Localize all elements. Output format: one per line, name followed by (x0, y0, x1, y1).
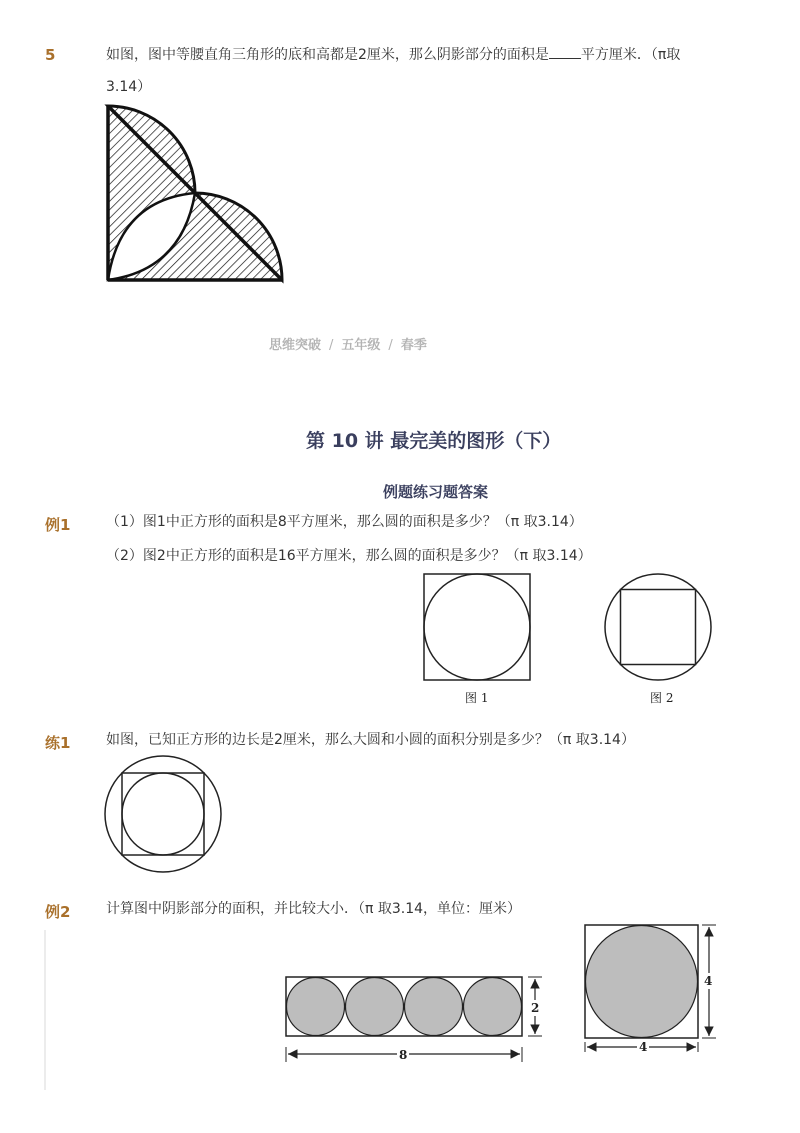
shaded-circle (405, 978, 463, 1036)
example-2-text: 计算图中阴影部分的面积，并比较大小．（π 取3.14，单位：厘米） (106, 901, 522, 917)
question-5-figure (100, 100, 290, 290)
figure-1-caption: 图 1 (465, 691, 489, 705)
small-circle (122, 773, 204, 855)
shaded-circle (464, 978, 522, 1036)
page-footer (269, 334, 427, 353)
footer-separator: / (388, 338, 393, 353)
example-2-figure-left (280, 970, 550, 1070)
shaded-circle (287, 978, 345, 1036)
question-5-line1-end: 平方厘米．（π取 (580, 47, 681, 63)
right-width-label: 4 (639, 1040, 648, 1054)
question-number-5: 5 (45, 46, 56, 64)
example-1-question-2: （2）图2中正方形的面积是16平方厘米，那么圆的面积是多少？（π 取3.14） (106, 548, 592, 564)
practice-1-label: 练1 (45, 734, 71, 752)
answer-blank (549, 46, 581, 59)
shaded-circle (586, 926, 698, 1038)
example-2-label: 例2 (45, 903, 71, 921)
figure-2-square (621, 590, 696, 665)
practice-1-text: 如图，已知正方形的边长是2厘米，那么大圆和小圆的面积分别是多少？（π 取3.14） (106, 732, 635, 748)
example-1-question-1: （1）图1中正方形的面积是8平方厘米，那么圆的面积是多少？（π 取3.14） (106, 514, 583, 530)
figure-1-circle (424, 574, 530, 680)
left-width-label: 8 (399, 1048, 408, 1062)
question-5-text (106, 44, 746, 98)
shaded-circle (346, 978, 404, 1036)
figure-2-caption: 图 2 (650, 691, 674, 705)
section-title: 例题练习题答案 (383, 483, 489, 501)
question-5-line2: 3.14） (106, 79, 152, 95)
left-height-label: 2 (531, 1001, 540, 1015)
footer-separator: / (329, 338, 334, 353)
footer-course: 思维突破 (269, 338, 322, 353)
practice-1-figure (100, 752, 228, 876)
lecture-title: 第 10 讲 最完美的图形（下） (306, 430, 562, 452)
question-5-line1: 如图，图中等腰直角三角形的底和高都是2厘米，那么阴影部分的面积是 (106, 47, 549, 63)
example-2-figure-right (578, 918, 723, 1058)
example-1-figure-2 (600, 570, 720, 686)
example-1-figure-1 (420, 570, 540, 686)
example-1-label: 例1 (45, 516, 71, 534)
footer-grade: 五年级 (341, 338, 381, 353)
footer-season: 春季 (400, 338, 427, 353)
right-height-label: 4 (704, 974, 713, 988)
left-margin-bar (44, 930, 46, 1090)
